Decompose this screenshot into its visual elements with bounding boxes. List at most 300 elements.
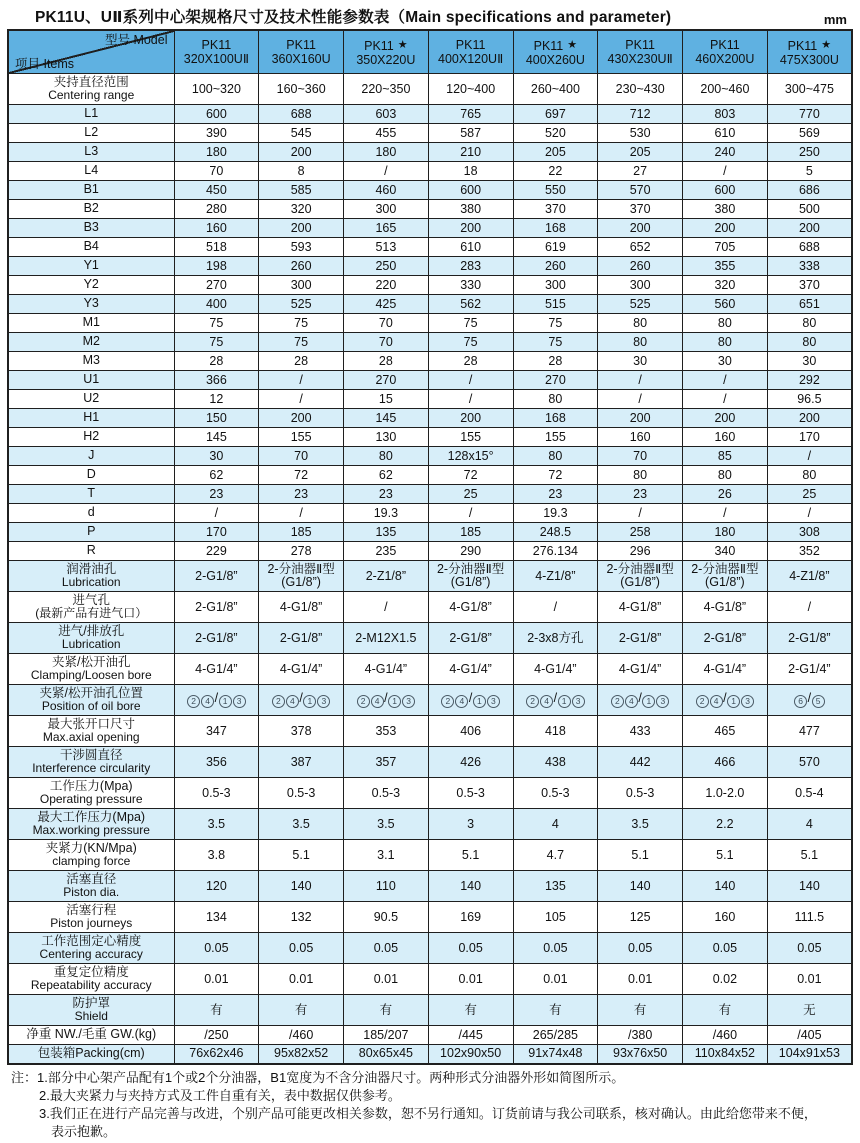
- table-row: [8, 333, 852, 352]
- table-cell: 169: [428, 902, 513, 933]
- table-cell: 585: [259, 181, 344, 200]
- table-cell: /: [259, 371, 344, 390]
- table-cell: 2 4 / 1 3: [683, 685, 768, 716]
- table-cell: 23: [513, 485, 598, 504]
- table-cell: 4-G1/8”: [259, 592, 344, 623]
- circled-number: 1: [219, 695, 232, 708]
- circled-number: 1: [558, 695, 571, 708]
- table-cell: 4-Z1/8”: [513, 561, 598, 592]
- table-cell: 265/285: [513, 1026, 598, 1045]
- table-cell: 570: [767, 747, 852, 778]
- table-cell: 111.5: [767, 902, 852, 933]
- table-cell: 200: [428, 219, 513, 238]
- table-cell: 2-G1/8”: [598, 623, 683, 654]
- circled-number: 1: [388, 695, 401, 708]
- table-cell: 125: [598, 902, 683, 933]
- table-cell: 30: [598, 352, 683, 371]
- row-label: 工作压力(Mpa) Operating pressure: [8, 778, 174, 809]
- table-cell: 91x74x48: [513, 1045, 598, 1064]
- table-cell: 340: [683, 542, 768, 561]
- table-row: [8, 162, 852, 181]
- table-cell: 4-G1/4”: [174, 654, 259, 685]
- table-cell: 686: [767, 181, 852, 200]
- table-cell: /: [598, 371, 683, 390]
- table-cell: 0.05: [428, 933, 513, 964]
- table-cell: 27: [598, 162, 683, 181]
- row-label: B2: [8, 200, 174, 219]
- table-cell: 有: [513, 995, 598, 1026]
- table-cell: 200: [767, 409, 852, 428]
- row-label: 夹持直径范围 Centering range: [8, 74, 174, 105]
- table-cell: 357: [344, 747, 429, 778]
- table-row: [8, 542, 852, 561]
- table-cell: /: [683, 371, 768, 390]
- table-cell: 205: [598, 143, 683, 162]
- star-icon: ★: [821, 38, 832, 51]
- table-cell: 134: [174, 902, 259, 933]
- table-cell: 72: [513, 466, 598, 485]
- table-row: [8, 181, 852, 200]
- table-cell: 550: [513, 181, 598, 200]
- table-cell: 110x84x52: [683, 1045, 768, 1064]
- table-cell: 0.05: [513, 933, 598, 964]
- table-cell: 200: [598, 219, 683, 238]
- table-cell: 105: [513, 902, 598, 933]
- table-cell: 19.3: [513, 504, 598, 523]
- table-row: [8, 747, 852, 778]
- table-cell: 30: [683, 352, 768, 371]
- table-cell: 200: [259, 143, 344, 162]
- table-cell: 160: [683, 902, 768, 933]
- table-cell: 75: [428, 333, 513, 352]
- table-cell: /: [598, 504, 683, 523]
- table-cell: 3.5: [259, 809, 344, 840]
- circled-number: 1: [642, 695, 655, 708]
- table-cell: 2-G1/4”: [767, 654, 852, 685]
- table-cell: 200: [683, 409, 768, 428]
- row-label: J: [8, 447, 174, 466]
- table-cell: 23: [174, 485, 259, 504]
- table-cell: 380: [683, 200, 768, 219]
- table-cell: 168: [513, 409, 598, 428]
- table-cell: 25: [428, 485, 513, 504]
- circled-number: 3: [656, 695, 669, 708]
- table-cell: 0.01: [344, 964, 429, 995]
- row-label: 重复定位精度 Repeatability accuracy: [8, 964, 174, 995]
- row-label: B4: [8, 238, 174, 257]
- table-cell: 260~400: [513, 74, 598, 105]
- table-cell: 2 4 / 1 3: [428, 685, 513, 716]
- table-cell: 5: [767, 162, 852, 181]
- table-cell: /: [598, 390, 683, 409]
- table-cell: 80: [598, 466, 683, 485]
- table-cell: 712: [598, 105, 683, 124]
- table-cell: 120: [174, 871, 259, 902]
- table-row: [8, 257, 852, 276]
- table-row: [8, 561, 852, 592]
- table-cell: 426: [428, 747, 513, 778]
- table-cell: 3.5: [174, 809, 259, 840]
- table-cell: 23: [598, 485, 683, 504]
- table-row: [8, 428, 852, 447]
- table-cell: 185/207: [344, 1026, 429, 1045]
- table-cell: 248.5: [513, 523, 598, 542]
- table-cell: 380: [428, 200, 513, 219]
- table-cell: 455: [344, 124, 429, 143]
- table-cell: /250: [174, 1026, 259, 1045]
- table-cell: 168: [513, 219, 598, 238]
- row-label: 防护罩 Shield: [8, 995, 174, 1026]
- table-cell: /: [767, 504, 852, 523]
- table-cell: 4-G1/4”: [513, 654, 598, 685]
- table-cell: 26: [683, 485, 768, 504]
- table-cell: 300: [513, 276, 598, 295]
- table-cell: 76x62x46: [174, 1045, 259, 1064]
- table-cell: 0.05: [259, 933, 344, 964]
- table-cell: 4-Z1/8”: [767, 561, 852, 592]
- table-cell: 96.5: [767, 390, 852, 409]
- table-cell: 2 4 / 1 3: [513, 685, 598, 716]
- table-cell: 140: [428, 871, 513, 902]
- circled-number: 2: [357, 695, 370, 708]
- items-header-label: 项目 Items: [15, 57, 75, 71]
- table-cell: 200: [598, 409, 683, 428]
- table-cell: 525: [259, 295, 344, 314]
- table-cell: 0.5-3: [513, 778, 598, 809]
- table-cell: 235: [344, 542, 429, 561]
- table-cell: 23: [344, 485, 429, 504]
- table-cell: 5.1: [598, 840, 683, 871]
- column-header: PK11 ★ 475X300U: [767, 30, 852, 74]
- table-cell: 300: [259, 276, 344, 295]
- table-cell: 160: [174, 219, 259, 238]
- note-line: 3.我们正在进行产品完善与改进，个别产品可能更改相关参数，恕不另行通知。订货前请与我公司联系，核对确认。由此给您带来不便，: [39, 1105, 817, 1121]
- table-row: [8, 1045, 852, 1064]
- table-cell: /460: [683, 1026, 768, 1045]
- table-cell: 300: [598, 276, 683, 295]
- table-cell: 2-分油器Ⅱ型 (G1/8”): [598, 561, 683, 592]
- table-cell: /: [174, 504, 259, 523]
- column-header: PK11 360X160U: [259, 30, 344, 74]
- table-cell: 0.02: [683, 964, 768, 995]
- column-header: PK11 ★ 350X220U: [344, 30, 429, 74]
- row-label: 进气孔 (最新产品有进气口）: [8, 592, 174, 623]
- table-cell: 80: [598, 314, 683, 333]
- row-label: 进气/排放孔 Lubrication: [8, 623, 174, 654]
- table-cell: /405: [767, 1026, 852, 1045]
- table-cell: 260: [259, 257, 344, 276]
- table-row: [8, 200, 852, 219]
- table-cell: 230~430: [598, 74, 683, 105]
- table-cell: 587: [428, 124, 513, 143]
- table-cell: 2 4 / 1 3: [344, 685, 429, 716]
- table-row: [8, 485, 852, 504]
- table-cell: 170: [174, 523, 259, 542]
- row-label: 工作范围定心精度 Centering accuracy: [8, 933, 174, 964]
- table-cell: 6 / 5: [767, 685, 852, 716]
- table-cell: 292: [767, 371, 852, 390]
- table-cell: 有: [344, 995, 429, 1026]
- table-cell: 62: [174, 466, 259, 485]
- table-cell: 390: [174, 124, 259, 143]
- table-cell: 4-G1/8”: [428, 592, 513, 623]
- table-row: [8, 124, 852, 143]
- table-cell: 3.5: [344, 809, 429, 840]
- table-cell: 135: [513, 871, 598, 902]
- table-cell: 4-G1/8”: [683, 592, 768, 623]
- row-label: 干涉圆直径 Interference circularity: [8, 747, 174, 778]
- table-cell: 3: [428, 809, 513, 840]
- circled-number: 6: [794, 695, 807, 708]
- spec-table-body: [8, 74, 852, 1064]
- table-cell: 2 4 / 1 3: [259, 685, 344, 716]
- table-row: [8, 409, 852, 428]
- circled-number: 3: [487, 695, 500, 708]
- table-cell: 600: [683, 181, 768, 200]
- row-label: Y3: [8, 295, 174, 314]
- table-cell: 145: [174, 428, 259, 447]
- table-cell: 688: [767, 238, 852, 257]
- column-header: PK11 430X230UⅡ: [598, 30, 683, 74]
- table-cell: 270: [174, 276, 259, 295]
- table-cell: 270: [344, 371, 429, 390]
- table-row: [8, 809, 852, 840]
- row-label: M1: [8, 314, 174, 333]
- table-row: [8, 219, 852, 238]
- table-cell: 433: [598, 716, 683, 747]
- table-cell: 355: [683, 257, 768, 276]
- table-cell: 0.05: [174, 933, 259, 964]
- table-cell: 70: [259, 447, 344, 466]
- table-cell: 80: [598, 333, 683, 352]
- circled-number: 4: [625, 695, 638, 708]
- row-label: d: [8, 504, 174, 523]
- table-cell: 803: [683, 105, 768, 124]
- table-cell: 370: [513, 200, 598, 219]
- table-cell: 545: [259, 124, 344, 143]
- table-cell: 378: [259, 716, 344, 747]
- table-cell: 4-G1/8”: [598, 592, 683, 623]
- circled-number: 3: [233, 695, 246, 708]
- table-cell: 2-Z1/8”: [344, 561, 429, 592]
- column-header: PK11 460X200U: [683, 30, 768, 74]
- table-cell: /445: [428, 1026, 513, 1045]
- table-cell: 75: [259, 314, 344, 333]
- table-cell: 352: [767, 542, 852, 561]
- row-label: L4: [8, 162, 174, 181]
- table-cell: 102x90x50: [428, 1045, 513, 1064]
- table-row: [8, 105, 852, 124]
- circled-number: 4: [286, 695, 299, 708]
- circled-number: 2: [526, 695, 539, 708]
- table-cell: 276.134: [513, 542, 598, 561]
- table-cell: 155: [259, 428, 344, 447]
- table-cell: 400: [174, 295, 259, 314]
- table-cell: 8: [259, 162, 344, 181]
- star-icon: ★: [397, 38, 408, 51]
- table-cell: 0.05: [683, 933, 768, 964]
- row-label: 夹紧力(KN/Mpa) clamping force: [8, 840, 174, 871]
- table-cell: 0.05: [767, 933, 852, 964]
- table-cell: 4: [513, 809, 598, 840]
- table-cell: 140: [598, 871, 683, 902]
- table-cell: 300~475: [767, 74, 852, 105]
- table-cell: 80: [513, 447, 598, 466]
- row-label: 夹紧/松开油孔 Clamping/Loosen bore: [8, 654, 174, 685]
- table-row: [8, 523, 852, 542]
- row-label: 最大工作压力(Mpa) Max.working pressure: [8, 809, 174, 840]
- table-cell: 0.01: [259, 964, 344, 995]
- specifications-table: [7, 29, 853, 1065]
- table-cell: 2.2: [683, 809, 768, 840]
- table-cell: 有: [428, 995, 513, 1026]
- table-cell: 75: [513, 333, 598, 352]
- row-label: 夹紧/松开油孔位置 Position of oil bore: [8, 685, 174, 716]
- row-label: 净重 NW./毛重 GW.(kg): [8, 1026, 174, 1045]
- row-label: H1: [8, 409, 174, 428]
- table-cell: /: [259, 390, 344, 409]
- table-cell: 2-分油器Ⅱ型 (G1/8”): [259, 561, 344, 592]
- table-cell: 370: [598, 200, 683, 219]
- row-label: U2: [8, 390, 174, 409]
- corner-header-cell: [8, 30, 174, 74]
- table-cell: 2-G1/8”: [174, 592, 259, 623]
- table-cell: 2-G1/8”: [683, 623, 768, 654]
- table-row: [8, 871, 852, 902]
- row-label: H2: [8, 428, 174, 447]
- table-cell: 2-G1/8”: [428, 623, 513, 654]
- table-cell: 0.5-3: [344, 778, 429, 809]
- table-row: [8, 314, 852, 333]
- table-cell: 0.05: [344, 933, 429, 964]
- row-label: D: [8, 466, 174, 485]
- table-row: [8, 1026, 852, 1045]
- table-cell: 520: [513, 124, 598, 143]
- table-row: [8, 74, 852, 105]
- table-cell: 2-3x8方孔: [513, 623, 598, 654]
- table-cell: 205: [513, 143, 598, 162]
- page-title: PK11U、UⅡ系列中心架规格尺寸及技术性能参数表（Main specifications and parameter): [35, 9, 672, 26]
- circled-number: 5: [812, 695, 825, 708]
- table-cell: 366: [174, 371, 259, 390]
- table-cell: 75: [174, 314, 259, 333]
- table-cell: 23: [259, 485, 344, 504]
- table-cell: 220~350: [344, 74, 429, 105]
- table-cell: 72: [259, 466, 344, 485]
- table-cell: 0.01: [598, 964, 683, 995]
- circled-number: 1: [727, 695, 740, 708]
- table-cell: 200: [428, 409, 513, 428]
- table-cell: 603: [344, 105, 429, 124]
- table-cell: 765: [428, 105, 513, 124]
- table-cell: 260: [598, 257, 683, 276]
- table-cell: 2-M12X1.5: [344, 623, 429, 654]
- title-bar: [7, 3, 853, 29]
- table-cell: 28: [259, 352, 344, 371]
- table-cell: 697: [513, 105, 598, 124]
- circled-number: 4: [710, 695, 723, 708]
- table-cell: 370: [767, 276, 852, 295]
- table-cell: 80: [767, 314, 852, 333]
- circled-number: 2: [272, 695, 285, 708]
- table-cell: 200~460: [683, 74, 768, 105]
- table-cell: 90.5: [344, 902, 429, 933]
- table-cell: 70: [598, 447, 683, 466]
- table-cell: /460: [259, 1026, 344, 1045]
- table-cell: 140: [683, 871, 768, 902]
- table-cell: 有: [598, 995, 683, 1026]
- table-cell: 120~400: [428, 74, 513, 105]
- table-cell: 652: [598, 238, 683, 257]
- note-line: 表示抱歉。: [51, 1123, 117, 1139]
- table-cell: 500: [767, 200, 852, 219]
- table-cell: 330: [428, 276, 513, 295]
- table-cell: 75: [428, 314, 513, 333]
- table-cell: /380: [598, 1026, 683, 1045]
- table-cell: 425: [344, 295, 429, 314]
- table-cell: 80: [683, 466, 768, 485]
- table-cell: 2-G1/8”: [767, 623, 852, 654]
- table-cell: 28: [344, 352, 429, 371]
- table-cell: 2-分油器Ⅱ型 (G1/8”): [683, 561, 768, 592]
- table-cell: 0.01: [174, 964, 259, 995]
- table-cell: 165: [344, 219, 429, 238]
- table-cell: 320: [683, 276, 768, 295]
- table-cell: 569: [767, 124, 852, 143]
- table-cell: 406: [428, 716, 513, 747]
- unit-label: mm: [823, 12, 847, 27]
- note-line: 注：1.部分中心架产品配有1个或2个分油器，B1宽度为不含分油器尺寸。两种形式分油器外形如简图所示。: [11, 1069, 625, 1085]
- table-cell: 2-分油器Ⅱ型 (G1/8”): [428, 561, 513, 592]
- table-cell: 347: [174, 716, 259, 747]
- table-cell: 353: [344, 716, 429, 747]
- table-cell: 150: [174, 409, 259, 428]
- circled-number: 4: [371, 695, 384, 708]
- table-cell: 12: [174, 390, 259, 409]
- table-cell: 3.5: [598, 809, 683, 840]
- table-cell: 387: [259, 747, 344, 778]
- table-row: [8, 466, 852, 485]
- table-cell: 0.01: [428, 964, 513, 995]
- table-row: [8, 716, 852, 747]
- table-row: [8, 623, 852, 654]
- table-cell: 130: [344, 428, 429, 447]
- table-cell: /: [428, 504, 513, 523]
- table-cell: 无: [767, 995, 852, 1026]
- row-label: L2: [8, 124, 174, 143]
- table-header-row: [8, 30, 852, 74]
- table-cell: 308: [767, 523, 852, 542]
- table-cell: 240: [683, 143, 768, 162]
- row-label: Y2: [8, 276, 174, 295]
- table-cell: 2 4 / 1 3: [174, 685, 259, 716]
- row-label: 活塞行程 Piston journeys: [8, 902, 174, 933]
- table-cell: 356: [174, 747, 259, 778]
- table-cell: 593: [259, 238, 344, 257]
- table-row: [8, 504, 852, 523]
- table-cell: 80: [683, 333, 768, 352]
- star-icon: ★: [567, 38, 578, 51]
- table-cell: 1.0-2.0: [683, 778, 768, 809]
- table-cell: 0.5-3: [174, 778, 259, 809]
- table-cell: 258: [598, 523, 683, 542]
- table-cell: 513: [344, 238, 429, 257]
- table-cell: 530: [598, 124, 683, 143]
- table-cell: 75: [513, 314, 598, 333]
- table-cell: 0.5-3: [428, 778, 513, 809]
- table-cell: 80: [767, 466, 852, 485]
- table-cell: 525: [598, 295, 683, 314]
